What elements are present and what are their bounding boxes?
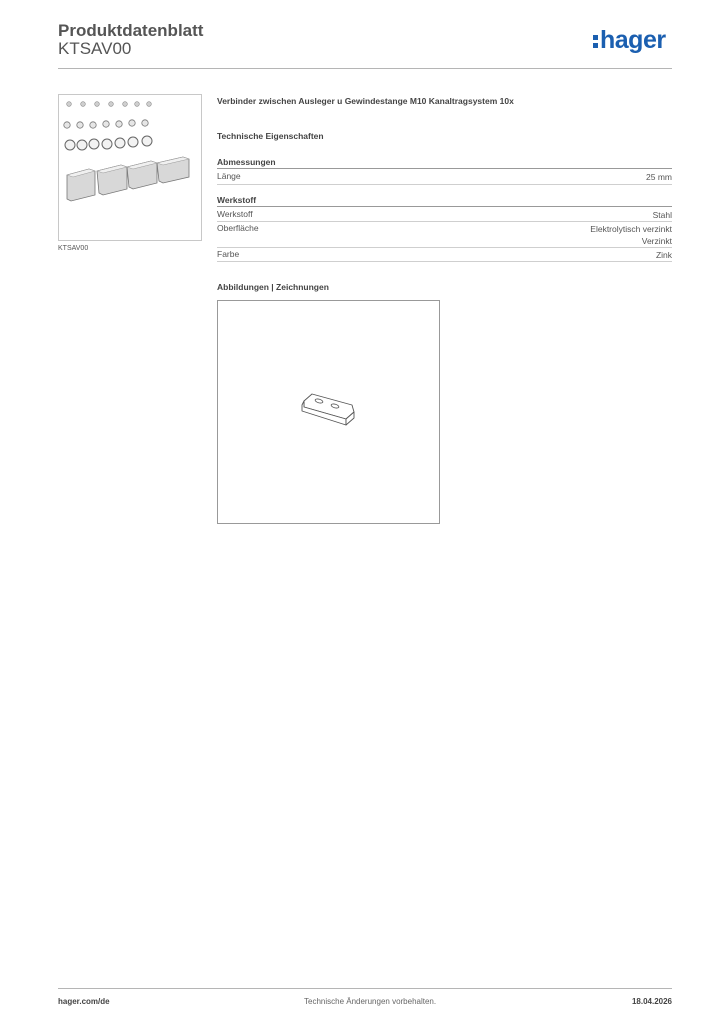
footer-notice: Technische Änderungen vorbehalten. bbox=[304, 997, 437, 1006]
footer-website-link[interactable]: hager.com/de bbox=[58, 997, 110, 1006]
property-value: 25 mm bbox=[646, 172, 672, 182]
property-label: Farbe bbox=[217, 249, 240, 259]
row-divider bbox=[217, 184, 672, 185]
technical-drawing bbox=[217, 300, 440, 524]
hager-logo bbox=[593, 28, 666, 53]
footer-divider bbox=[58, 988, 672, 989]
logo-text: hager bbox=[600, 26, 666, 54]
bracket-drawing bbox=[218, 301, 439, 523]
property-value-line: Elektrolytisch verzinkt bbox=[590, 224, 672, 234]
property-label: Oberfläche bbox=[217, 223, 259, 233]
property-label: Werkstoff bbox=[217, 209, 253, 219]
section-heading-material: Werkstoff bbox=[217, 195, 257, 205]
product-photo-image bbox=[59, 95, 201, 240]
section-divider bbox=[217, 206, 672, 207]
header-divider bbox=[58, 68, 672, 69]
row-divider bbox=[217, 247, 672, 248]
page-title: Produktdatenblatt bbox=[58, 21, 204, 40]
property-value: Zink bbox=[655, 250, 672, 260]
row-divider bbox=[217, 261, 672, 262]
property-value bbox=[590, 223, 672, 247]
tech-heading: Technische Eigenschaften bbox=[217, 131, 324, 141]
property-value-line: Verzinkt bbox=[641, 236, 672, 246]
drawings-heading: Abbildungen | Zeichnungen bbox=[217, 282, 329, 292]
section-divider bbox=[217, 168, 672, 169]
product-description: Verbinder zwischen Ausleger u Gewindestange M10 Kanaltragsystem 10x bbox=[217, 96, 514, 106]
photo-caption: KTSAV00 bbox=[58, 245, 89, 252]
property-value: Stahl bbox=[652, 210, 672, 220]
row-divider bbox=[217, 221, 672, 222]
footer-date: 18.04.2026 bbox=[631, 997, 672, 1006]
product-photo bbox=[58, 94, 202, 241]
property-label: Länge bbox=[217, 171, 241, 181]
section-heading-dimensions: Abmessungen bbox=[217, 157, 276, 167]
logo-colon-icon bbox=[593, 30, 598, 48]
article-number: KTSAV00 bbox=[58, 39, 132, 58]
